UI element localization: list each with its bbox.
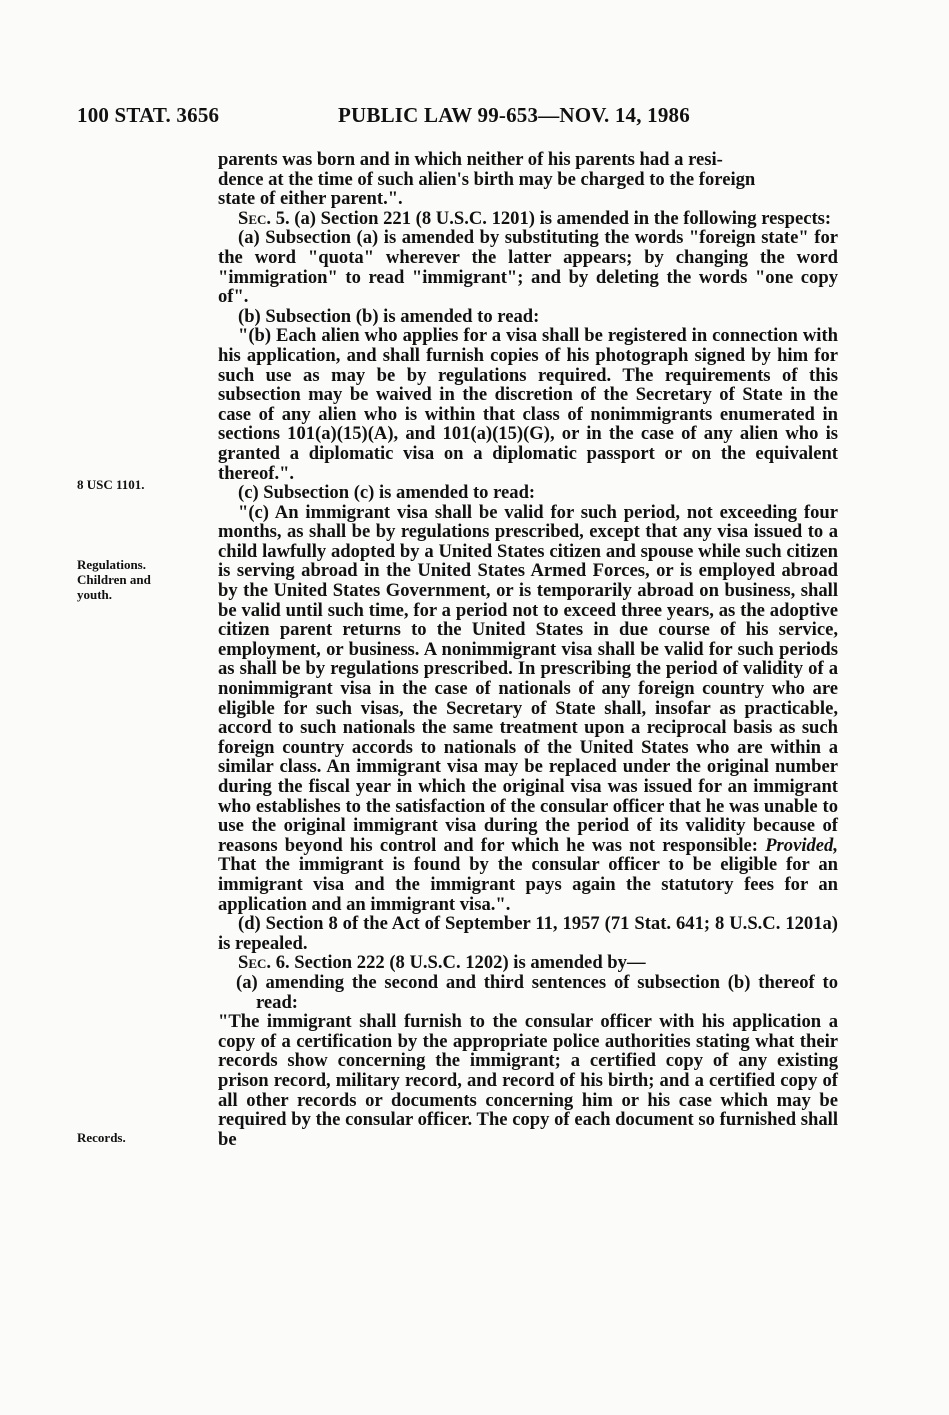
body-line: state of either parent.".: [218, 188, 403, 210]
page-stat-number: 100 STAT. 3656: [77, 103, 220, 127]
paragraph-c-quote: [218, 503, 838, 914]
section-6-heading: [218, 953, 838, 973]
margin-note-youth: youth.: [77, 587, 113, 602]
margin-note-usc: 8 USC 1101.: [77, 477, 145, 492]
quote-text: "(c) An immigrant visa shall be valid for such period, not exceeding four months, as shall be by regulations prescribed, except that any visa issued to a child lawfully adopted by a United States citizen and spouse while such citizen is serving abroad in the United States Armed Forces, or is employed abroad by the United States Government, or is temporarily abroad on business, shall be valid until such time, for a period not to exceed three years, as the adoptive citizen parent returns to the United States in due course of his service, employment, or business. A nonimmigrant visa shall be valid for such periods as shall be by regulations prescribed. In prescribing the period of validity of a nonimmigrant visa in the case of nationals of any foreign country who are eligible for such visas, the Secretary of State shall, insofar as practicable, accord to such nationals the same treatment upon a reciprocal basis as such foreign country accords to nationals of the United States who are within a similar class. An immigrant visa may be replaced under the original number during the fiscal year in which the original visa was issued for an immigrant who establishes to the satisfaction of the consular officer that he was unable to use the original immigrant visa during the period of its validity because of reasons beyond his control and for which he was not responsible:: [218, 501, 838, 856]
margin-note-regulations-block: [77, 557, 197, 602]
page-title: PUBLIC LAW 99-653—NOV. 14, 1986: [338, 103, 690, 127]
margin-note-children: Children and: [77, 572, 151, 587]
margin-note-regulations: Regulations.: [77, 557, 146, 572]
body-line: parents was born and in which neither of his parents had a resi-: [218, 149, 723, 170]
paragraph-d: (d) Section 8 of the Act of September 11, 1957 (71 Stat. 641; 8 U.S.C. 1201a) is repealed.: [218, 913, 838, 954]
section-text: (a) Section 221 (8 U.S.C. 1201) is amended in the following respects:: [289, 207, 832, 229]
paragraph-b-quote: "(b) Each alien who applies for a visa shall be registered in connection with his application, and shall furnish copies of his photograph signed by him for such use as may be by regulations required. The requirements of this subsection may be waived in the discretion of the Secretary of State in the case of any alien who is within that class of nonimmigrants enumerated in sections 101(a)(15)(A), and 101(a)(15)(G), or in the case of any alien who is granted a diplomatic visa on a diplomatic passport or on the equivalent thereof.".: [218, 325, 838, 484]
section-5-heading: [218, 209, 838, 229]
section-label: Sec. 5.: [238, 207, 290, 229]
paragraph-c-intro: (c) Subsection (c) is amended to read:: [238, 482, 536, 504]
records-quote: "The immigrant shall furnish to the consular officer with his application a copy of a certification by the appropriate police authorities stating what their records show concerning the immigrant; a certified copy of any existing prison record, military record, and record of his birth; and a certified copy of all other records or documents concerning him or his case which may be required by the consular officer. The copy of each document so furnished shall be: [218, 1011, 838, 1150]
continued-paragraph: [218, 150, 838, 209]
document-body: [218, 150, 838, 1149]
section-label: Sec. 6.: [238, 952, 290, 974]
provided-term: Provided,: [765, 834, 838, 856]
section-6-item-a: (a) amending the second and third sentences of subsection (b) thereof to read:: [236, 971, 838, 1013]
body-line: dence at the time of such alien's birth may be charged to the foreign: [218, 168, 756, 190]
paragraph-b-intro: (b) Subsection (b) is amended to read:: [238, 305, 540, 327]
section-text: Section 222 (8 U.S.C. 1202) is amended by—: [289, 952, 646, 974]
quote-text: That the immigrant is found by the consular officer to be eligible for an immigrant visa and the immigrant pays again the statutory fees for an application and an immigrant visa.".: [218, 854, 838, 915]
margin-note-records: Records.: [77, 1130, 126, 1145]
paragraph-a: (a) Subsection (a) is amended by substituting the words "foreign state" for the word "quota" wherever the latter appears; by changing the word "immigration" to read "immigrant"; and by deleting the words "one copy of".: [218, 227, 838, 308]
